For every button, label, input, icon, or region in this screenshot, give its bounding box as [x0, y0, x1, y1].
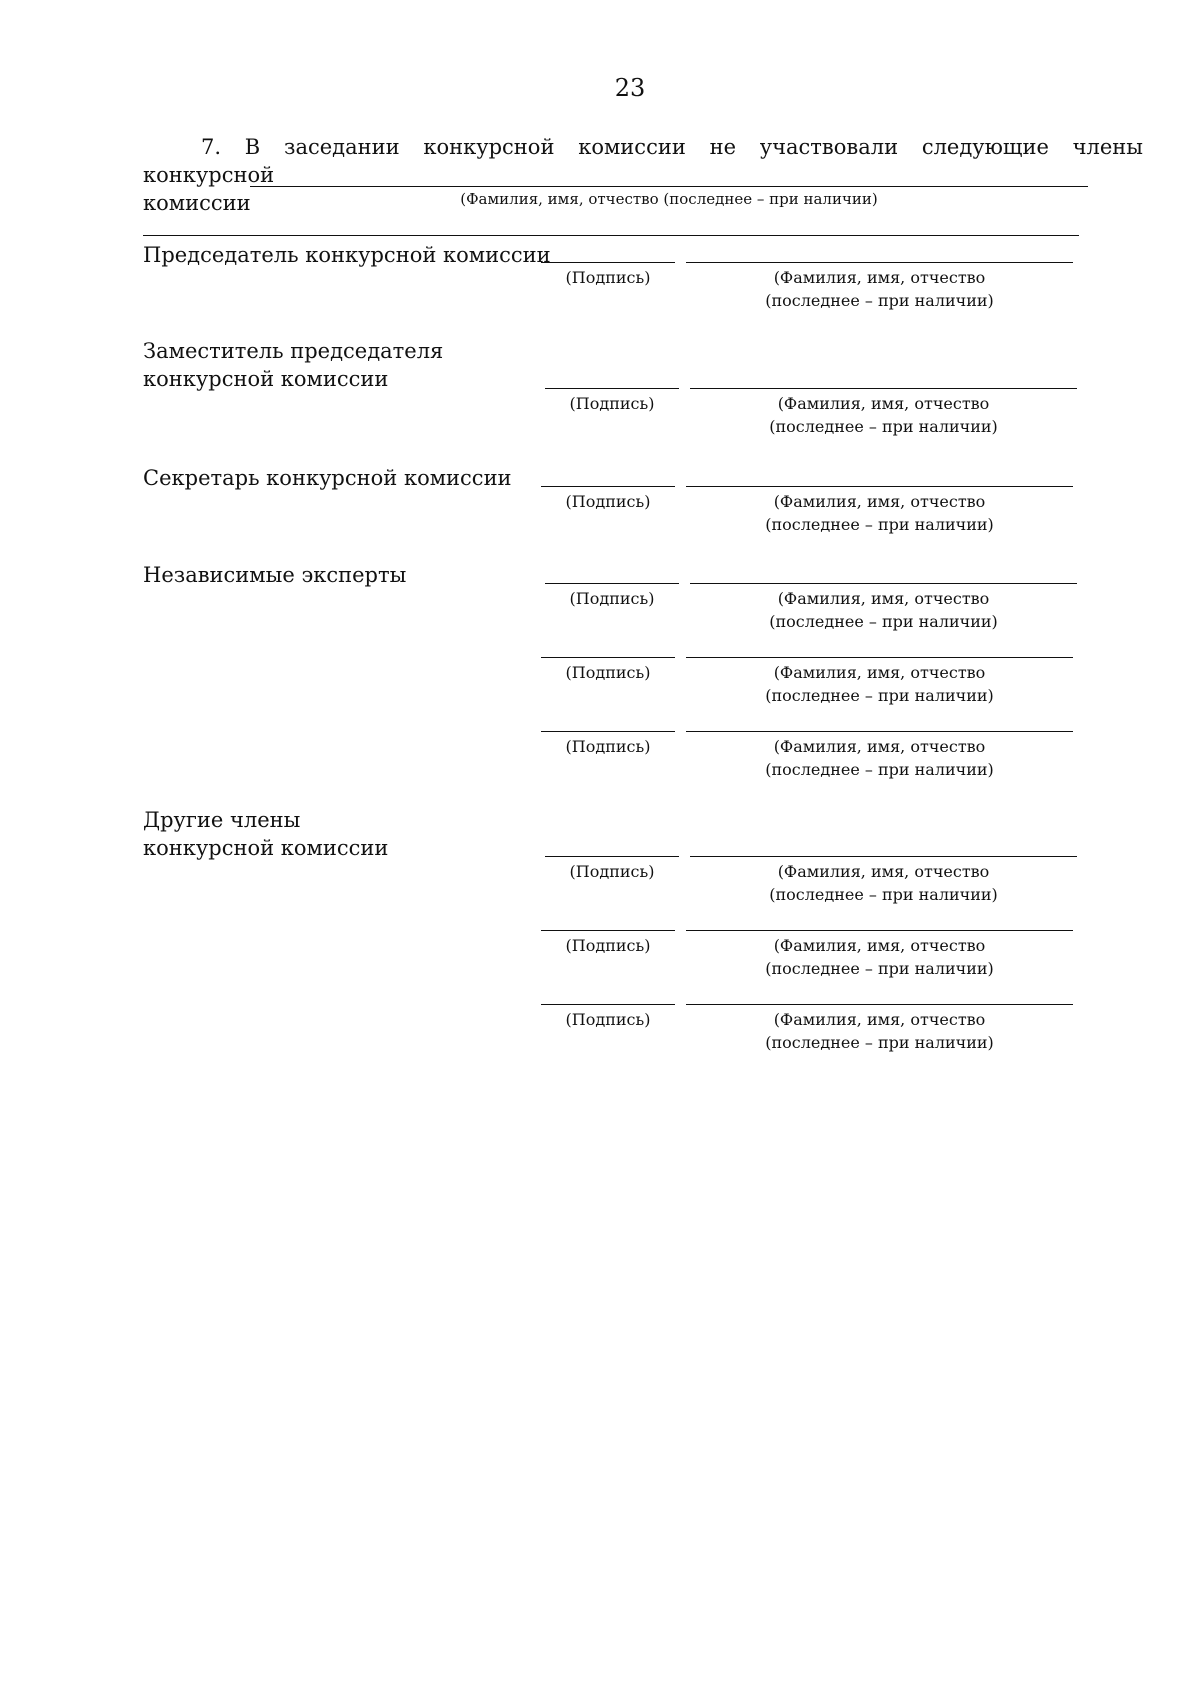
- signature-caption: (Подпись): [565, 936, 651, 955]
- full-name-caption: (Фамилия, имя, отчество (последнее – при наличии): [765, 737, 994, 779]
- signature-caption: (Подпись): [565, 663, 651, 682]
- full-name-caption: (Фамилия, имя, отчество (последнее – при наличии): [765, 1010, 994, 1052]
- role-independent-experts-label: Независимые эксперты: [143, 563, 407, 587]
- signature-field[interactable]: [541, 731, 675, 732]
- signature-caption: (Подпись): [565, 492, 651, 511]
- signature-caption: (Подпись): [565, 1010, 651, 1029]
- full-name-caption: (Фамилия, имя, отчество (последнее – при наличии): [765, 268, 994, 310]
- signature-caption: (Подпись): [569, 394, 655, 413]
- page-number: 23: [614, 74, 646, 102]
- signature-field[interactable]: [541, 1004, 675, 1005]
- role-independent-experts: [143, 561, 563, 589]
- signature-field[interactable]: [541, 262, 675, 263]
- role-other-members-label-1: Другие члены: [143, 808, 301, 832]
- full-name-field[interactable]: [690, 388, 1077, 389]
- full-name-caption: (Фамилия, имя, отчество (последнее – при наличии): [769, 589, 998, 631]
- role-deputy-chairman-label-2: конкурсной комиссии: [143, 367, 389, 391]
- role-deputy-chairman-label-1: Заместитель председателя: [143, 339, 444, 363]
- full-name-field[interactable]: [690, 583, 1077, 584]
- full-name-caption: (Фамилия, имя, отчество (последнее – при наличии): [769, 862, 998, 904]
- signature-caption: (Подпись): [569, 589, 655, 608]
- absent-members-field[interactable]: [250, 186, 1088, 187]
- absent-members-continuation-field[interactable]: [143, 235, 1079, 236]
- signature-caption: (Подпись): [565, 268, 651, 287]
- full-name-field[interactable]: [686, 731, 1073, 732]
- role-deputy-chairman: [143, 337, 563, 393]
- paragraph-line-1: 7. В заседании конкурсной комиссии не участвовали следующие члены конкурсной: [143, 135, 1143, 187]
- role-other-members-label-2: конкурсной комиссии: [143, 836, 389, 860]
- full-name-field[interactable]: [686, 930, 1073, 931]
- full-name-caption: (Фамилия, имя, отчество (последнее – при наличии): [765, 936, 994, 978]
- role-other-members: [143, 806, 563, 862]
- paragraph-line-2: комиссии: [143, 191, 251, 215]
- signature-field[interactable]: [541, 930, 675, 931]
- signature-field[interactable]: [545, 388, 679, 389]
- signature-field[interactable]: [545, 583, 679, 584]
- full-name-caption: (Фамилия, имя, отчество (последнее – при наличии): [765, 492, 994, 534]
- full-name-caption: (Фамилия, имя, отчество (последнее – при наличии): [765, 663, 994, 705]
- full-name-field[interactable]: [690, 856, 1077, 857]
- signature-field[interactable]: [541, 486, 675, 487]
- signature-caption: (Подпись): [565, 737, 651, 756]
- role-secretary: [143, 464, 563, 492]
- role-secretary-label: Секретарь конкурсной комиссии: [143, 466, 512, 490]
- full-name-field[interactable]: [686, 1004, 1073, 1005]
- signature-caption: (Подпись): [569, 862, 655, 881]
- signature-field[interactable]: [541, 657, 675, 658]
- absent-members-caption: (Фамилия, имя, отчество (последнее – при наличии): [460, 190, 878, 208]
- role-chairman: [143, 241, 563, 269]
- role-chairman-label: Председатель конкурсной комиссии: [143, 243, 551, 267]
- full-name-field[interactable]: [686, 657, 1073, 658]
- signature-field[interactable]: [545, 856, 679, 857]
- full-name-field[interactable]: [686, 486, 1073, 487]
- full-name-caption: (Фамилия, имя, отчество (последнее – при наличии): [769, 394, 998, 436]
- full-name-field[interactable]: [686, 262, 1073, 263]
